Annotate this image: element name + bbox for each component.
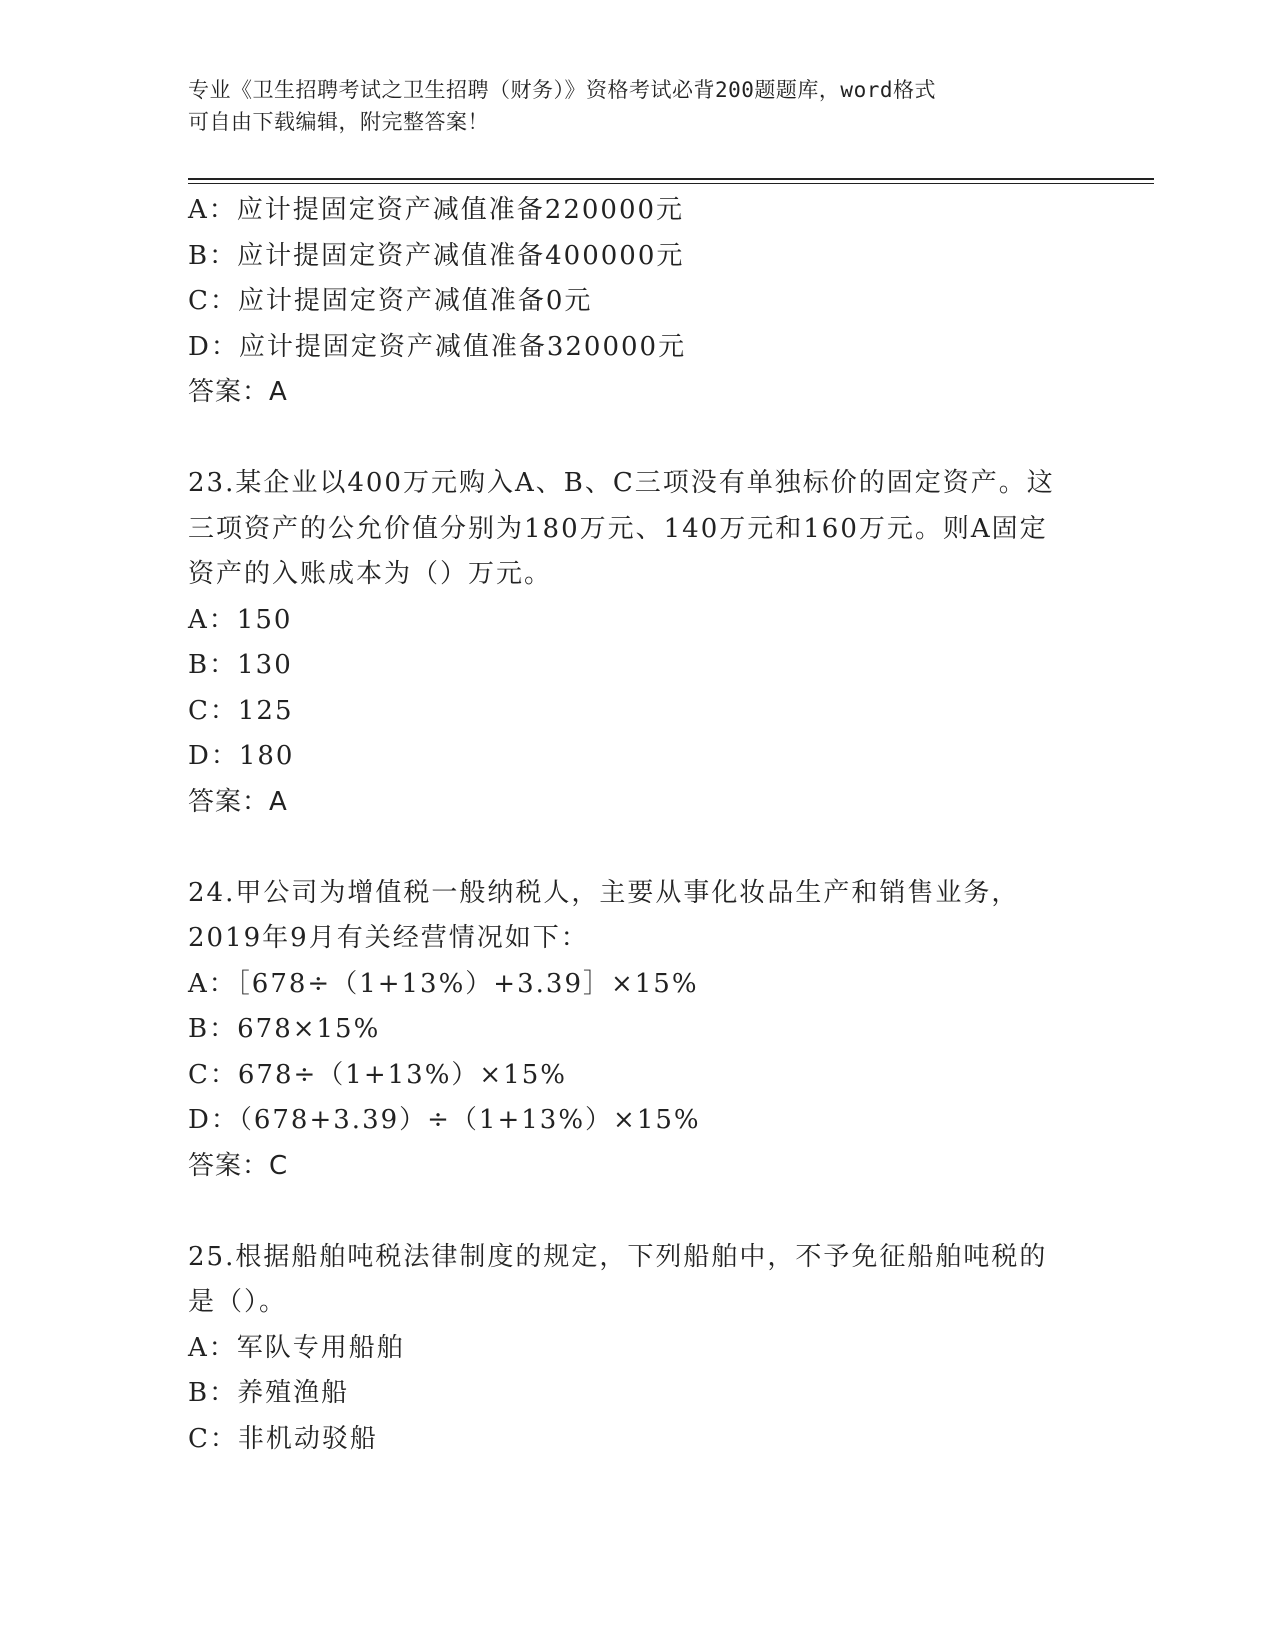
option-a: A：军队专用船舶 (188, 1332, 405, 1363)
question-content (188, 188, 1088, 1462)
question-24-block (188, 871, 1088, 1190)
header-title-line-2: 可自由下载编辑，附完整答案！ (188, 110, 489, 134)
header-rule-thick (188, 178, 1154, 180)
question-stem-line: 2019年9月有关经营情况如下： (188, 923, 589, 953)
option-a: A：应计提固定资产减值准备220000元 (188, 195, 685, 225)
option-b: B：应计提固定资产减值准备400000元 (188, 240, 685, 271)
answer-line: 答案：A (188, 377, 288, 407)
question-stem-line: 24.甲公司为增值税一般纳税人，主要从事化妆品生产和销售业务， (188, 877, 1020, 908)
option-a: A：［678÷（1+13%）+3.39］×15% (188, 968, 699, 999)
option-c: C：非机动驳船 (188, 1423, 378, 1454)
option-b: B：678×15% (188, 1014, 381, 1044)
answer-line: 答案：A (188, 786, 288, 817)
option-c: C：125 (188, 695, 294, 726)
option-d: D：180 (188, 741, 295, 771)
header-rule-thin (188, 183, 1154, 184)
question-22-block (188, 188, 1088, 416)
spacer (188, 416, 1088, 462)
option-c: C：678÷（1+13%）×15% (188, 1059, 567, 1090)
option-c: C：应计提固定资产减值准备0元 (188, 286, 593, 316)
question-stem-line: 三项资产的公允价值分别为180万元、140万元和160万元。则A固定 (188, 513, 1048, 544)
question-stem-line: 是（）。 (188, 1287, 288, 1317)
spacer (188, 1189, 1088, 1235)
question-25-block (188, 1235, 1088, 1463)
header-title-line-1: 专业《卫生招聘考试之卫生招聘（财务）》资格考试必背200题题库，word格式 (188, 78, 936, 102)
option-a: A：150 (188, 604, 293, 635)
option-b: B：养殖渔船 (188, 1378, 350, 1408)
option-d: D：应计提固定资产减值准备320000元 (188, 331, 687, 362)
document-header (188, 74, 1088, 138)
question-23-block (188, 461, 1088, 825)
spacer (188, 825, 1088, 871)
question-stem-line: 25.根据船舶吨税法律制度的规定，下列船舶中，不予免征船舶吨税的 (188, 1241, 1048, 1272)
question-stem-line: 资产的入账成本为（）万元。 (188, 559, 553, 589)
option-b: B：130 (188, 650, 293, 680)
question-stem-line: 23.某企业以400万元购入A、B、C三项没有单独标价的固定资产。这 (188, 468, 1055, 498)
answer-line: 答案：C (188, 1150, 289, 1181)
option-d: D：（678+3.39）÷（1+13%）×15% (188, 1105, 701, 1135)
